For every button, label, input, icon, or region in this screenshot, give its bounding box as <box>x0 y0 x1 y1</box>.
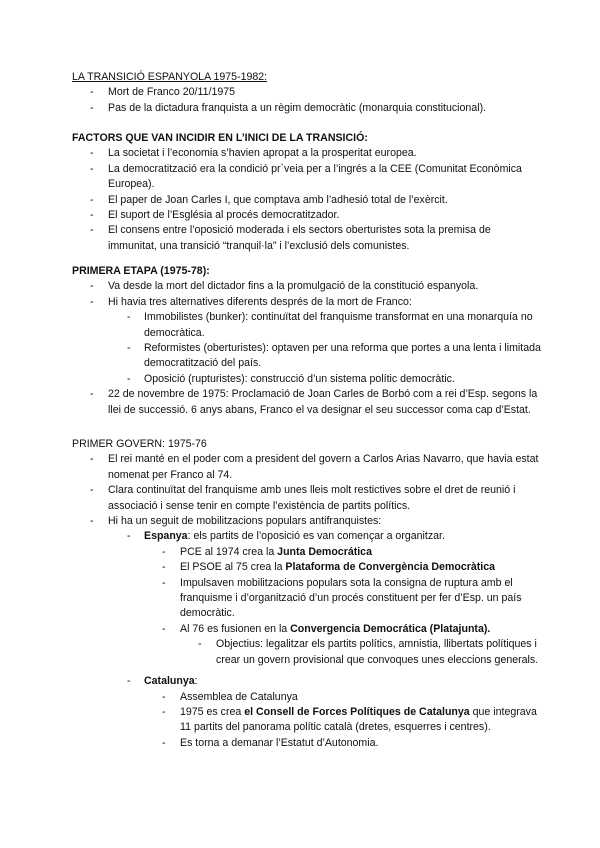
list-item: - El consens entre l’oposició moderada i els sectors oberturistes sota la premisa de immunitat, una transició “tranquil·la” i l’exclusió dels comunistes. <box>90 224 491 252</box>
govern-heading: PRIMER GOVERN: 1975-76 <box>72 438 207 450</box>
list-item: - Impulsaven mobilitzacions populars sota la consigna de ruptura amb el franquisme i d’organització d’un procés constituent per fer d’Esp. un país democràtic. <box>162 576 522 620</box>
list-item: - El suport de l’Església al procés democratitzador. <box>90 209 340 222</box>
list-item: - El PSOE al 75 crea la Plataforma de Convergència Democràtica <box>162 561 496 574</box>
factors-list <box>72 146 542 254</box>
list-item: - 1975 es crea el Consell de Forces Polítiques de Catalunya que integrava 11 partits del panorama polític català (dretes, esquerres i centres). <box>162 705 537 734</box>
list-item-espanya: - Espanya: els partits de l’oposició es van començar a organitzar. <box>127 530 445 543</box>
list-item: - Hi ha un seguit de mobilitzacions populars antifranquistes: <box>90 515 382 528</box>
list-item: - Pas de la dictadura franquista a un règim democràtic (monarquia constitucional). <box>90 101 487 114</box>
list-item: - Al 76 es fusionen en la Convergencia Democrática (Platajunta). <box>162 622 491 635</box>
list-item: - PCE al 1974 crea la Junta Democrática <box>162 545 372 558</box>
list-item: - 22 de novembre de 1975: Proclamació de Joan Carles de Borbó com a rei d’Esp. segons la llei de successió. 6 anys abans, Franco el va designar el seu successor coma cap d’Estat. <box>90 388 538 416</box>
list-item: - Assemblea de Catalunya <box>162 690 298 703</box>
etapa-section <box>72 264 542 418</box>
list-item: - Immobilistes (bunker): continuïtat del franquisme transformat en una monarquía no democràtica. <box>127 311 533 339</box>
list-item: - Mort de Franco 20/11/1975 <box>90 86 236 99</box>
list-item: - La democratització era la condició pr`veia per a l’ingrés a la CEE (Comunitat Econòmica Europea). <box>90 162 522 191</box>
etapa-heading: PRIMERA ETAPA (1975-78): <box>72 265 210 277</box>
govern-list <box>72 452 542 751</box>
list-item: - Hi havia tres alternatives diferents després de la mort de Franco: <box>90 295 412 308</box>
list-item: - El rei manté en el poder com a president del govern a Carlos Arias Navarro, que havia estat nomenat per Franco al 74. <box>90 453 539 481</box>
factors-heading: FACTORS QUE VAN INCIDIR EN L’INICI DE LA TRANSICIÓ: <box>72 132 368 144</box>
factors-section <box>72 131 542 254</box>
intro-list <box>72 85 542 116</box>
list-item: - Clara continuïtat del franquisme amb unes lleis molt restictives sobre el dret de reunió i associació i sense tenir en compte l’existència de partits polítics. <box>90 484 516 512</box>
list-item: - Objectius: legalitzar els partits polítics, amnistia, llibertats polítiques i crear un govern provisional que convoques unes eleccions generals. <box>198 638 539 666</box>
list-item: - El paper de Joan Carles I, que comptava amb l’adhesió total de l’exèrcit. <box>90 193 448 206</box>
list-item: - Es torna a demanar l’Estatut d’Autonomia. <box>162 736 379 749</box>
etapa-list <box>72 279 542 418</box>
list-item: - La societat i l’economia s’havien apropat a la prosperitat europea. <box>90 147 417 160</box>
list-item: - Reformistes (oberturistes): optaven per una reforma que portes a una lenta i limitada democratització del país. <box>127 342 541 370</box>
govern-section <box>72 437 542 751</box>
list-item: - Oposició (rupturistes): construcció d’un sistema polític democràtic. <box>127 372 455 385</box>
list-item: - Va desde la mort del dictador fins a la promulgació de la constitució espanyola. <box>90 280 479 293</box>
list-item-catalunya: - Catalunya: <box>127 675 198 688</box>
title-section <box>72 70 542 116</box>
page-title: LA TRANSICIÓ ESPANYOLA 1975-1982: <box>72 71 268 83</box>
